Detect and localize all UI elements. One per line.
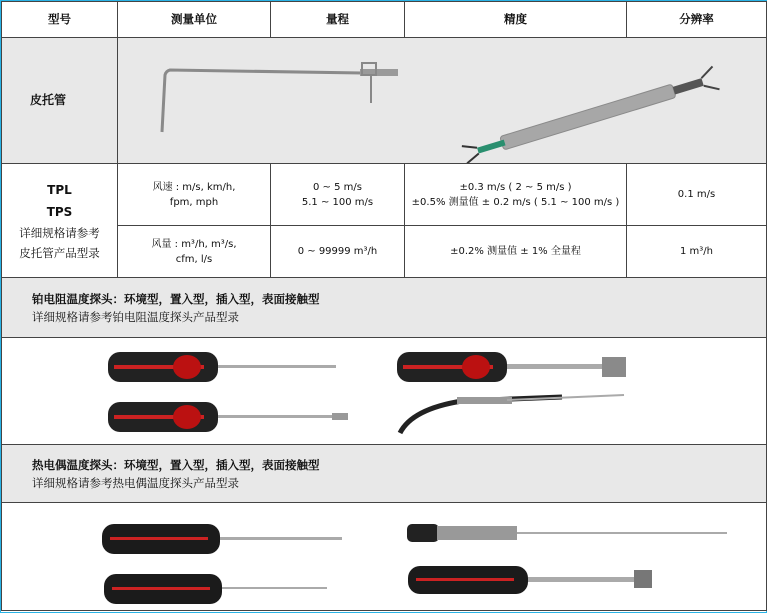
accuracy-cell-1 xyxy=(405,164,627,226)
platinum-images xyxy=(2,338,767,445)
platinum-text xyxy=(2,278,767,338)
accuracy-line: ±0.3 m/s ( 2 ~ 5 m/s ) xyxy=(459,181,572,193)
unit-line: fpm, mph xyxy=(169,196,219,208)
platinum-note: 详细规格请参考铂电阻温度探头产品型录 xyxy=(32,309,239,324)
tpl-model: TPL xyxy=(47,182,72,197)
platinum-images-row xyxy=(2,338,767,445)
pitot-label: 皮托管 xyxy=(2,38,118,164)
header-unit: 测量单位 xyxy=(118,2,271,38)
accuracy-line: ±0.5% 测量值 ± 0.2 m/s ( 5.1 ~ 100 m/s ) xyxy=(411,196,620,208)
thermo-images xyxy=(2,503,767,611)
tpl-model-cell xyxy=(2,164,118,278)
range-line: 5.1 ~ 100 m/s xyxy=(301,196,374,208)
unit-line: 风量 : m³/h, m³/s, xyxy=(151,238,237,250)
unit-cell-1 xyxy=(118,164,271,226)
header-resolution: 分辨率 xyxy=(627,2,767,38)
pitot-row xyxy=(2,38,767,164)
thermo-probes-image xyxy=(2,504,767,610)
pitot-tube-image xyxy=(118,39,767,163)
thermo-text xyxy=(2,445,767,503)
header-accuracy: 精度 xyxy=(405,2,627,38)
platinum-section xyxy=(2,278,767,338)
unit-cell-2 xyxy=(118,226,271,278)
range-line: 0 ~ 5 m/s xyxy=(313,181,362,193)
tpl-note-2: 皮托管产品型录 xyxy=(19,245,100,260)
unit-line: cfm, l/s xyxy=(175,253,213,265)
thermo-title: 热电偶温度探头：环境型，置入型，插入型，表面接触型 xyxy=(32,457,320,472)
header-row xyxy=(2,2,767,38)
spec-table xyxy=(1,1,767,611)
range-cell-1 xyxy=(271,164,405,226)
thermo-images-row xyxy=(2,503,767,611)
tpl-note-1: 详细规格请参考 xyxy=(19,225,100,240)
resolution-cell-2: 1 m³/h xyxy=(627,226,767,278)
resolution-cell-1: 0.1 m/s xyxy=(627,164,767,226)
tpl-row-1 xyxy=(2,164,767,226)
unit-line: 风速 : m/s, km/h, xyxy=(152,181,236,193)
thermo-note: 详细规格请参考热电偶温度探头产品型录 xyxy=(32,475,239,490)
pitot-images xyxy=(118,38,767,164)
accuracy-cell-2: ±0.2% 测量值 ± 1% 全量程 xyxy=(405,226,627,278)
header-range: 量程 xyxy=(271,2,405,38)
probe-handle xyxy=(108,352,336,382)
tps-model: TPS xyxy=(46,204,73,219)
platinum-probes-image xyxy=(2,339,767,444)
thermo-section xyxy=(2,445,767,503)
platinum-title: 铂电阻温度探头：环境型，置入型，插入型，表面接触型 xyxy=(32,291,320,306)
header-model: 型号 xyxy=(2,2,118,38)
range-cell-2: 0 ~ 99999 m³/h xyxy=(271,226,405,278)
